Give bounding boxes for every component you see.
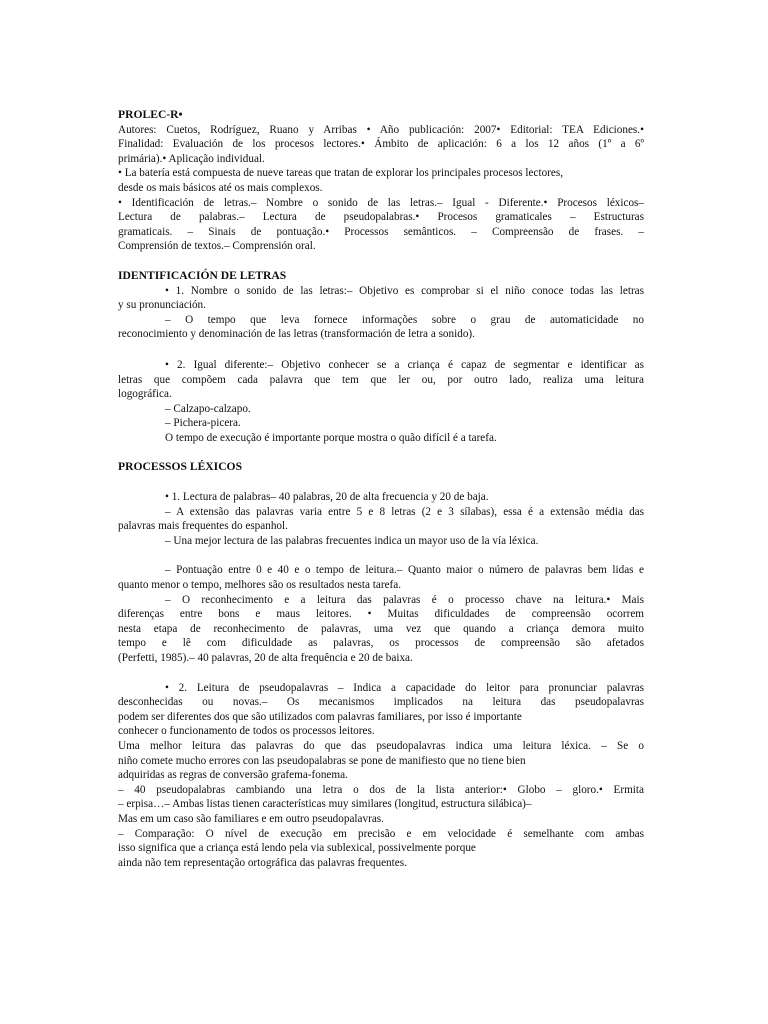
text-line: y su pronunciación. <box>118 299 206 312</box>
text-line: niño comete mucho errores con las pseudopalabras se pone de manifiesto que no tiene bien <box>118 754 526 767</box>
text-line: gramaticais. – Sinais de pontuação.• Processos semânticos. – Compreensão de frases. – <box>118 225 644 238</box>
text-line: ainda não tem representação ortográfica das palavras frequentes. <box>118 856 407 869</box>
section-heading: PROCESSOS LÉXICOS <box>118 460 243 474</box>
text-line: podem ser diferentes dos que são utilizados com palavras familiares, por isso é importante <box>118 710 522 723</box>
text-line: adquiridas as regras de conversão grafema-fonema. <box>118 769 348 782</box>
text-line: O tempo de execução é importante porque mostra o quão difícil é a tarefa. <box>165 431 497 444</box>
text-line: nesta etapa de reconhecimento de palavras, uma vez que quando a criança demora muito <box>118 622 644 635</box>
text-line: • La batería está compuesta de nueve tareas que tratan de explorar los principales procesos lectores, <box>118 167 564 180</box>
text-line: – O tempo que leva fornece informações sobre o grau de automaticidade no <box>165 313 644 326</box>
section-heading: IDENTIFICACIÓN DE LETRAS <box>118 268 287 282</box>
text-line: tempo e lê com dificuldade as palavras, os processos de compreensão são afetados <box>118 637 644 650</box>
text-line: – 40 pseudopalabras cambiando una letra o dos de la lista anterior:• Globo – gloro.• Ermita <box>118 783 644 796</box>
text-line: primária).• Aplicação individual. <box>118 152 265 165</box>
text-line: • 1. Nombre o sonido de las letras:– Objetivo es comprobar si el niño conoce todas las letras <box>165 284 644 297</box>
text-line: (Perfetti, 1985).– 40 palavras, 20 de alta frequência e 20 de baixa. <box>118 652 413 664</box>
text-line: Lectura de palabras.– Lectura de pseudopalabras.• Procesos gramaticales – Estructuras <box>118 211 644 224</box>
text-line: Finalidad: Evaluación de los procesos lectores.• Ámbito de aplicación: 6 a los 12 años (1º a 6º <box>118 138 644 151</box>
text-line: Mas em um caso são familiares e em outro pseudopalavras. <box>118 812 384 825</box>
text-line: reconocimiento y denominación de las letras (transformación de letra a sonido). <box>118 328 475 341</box>
document-page <box>118 108 644 870</box>
text-line: Autores: Cuetos, Rodríguez, Ruano y Arribas • Año publicación: 2007• Editorial: TEA Ediciones.• <box>118 123 644 136</box>
text-line: letras que compõem cada palavra que tem que ler ou, por outro lado, realiza uma leitura <box>118 373 644 386</box>
text-line: desconhecidas ou novas.– Os mecanismos implicados na leitura das pseudopalavras <box>118 696 644 709</box>
text-line: – O reconhecimento e a leitura das palavras é o processo chave na leitura.• Mais <box>165 593 644 606</box>
text-line: quanto menor o tempo, melhores são os resultados nesta tarefa. <box>118 579 402 592</box>
intro-paragraph <box>118 123 644 254</box>
text-line: – Pichera-picera. <box>165 417 241 430</box>
text-line: palavras mais frequentes do espanhol. <box>118 520 288 533</box>
text-line: • 1. Lectura de palabras– 40 palabras, 20 de alta frecuencia y 20 de baja. <box>165 491 489 504</box>
text-line: – Calzapo-calzapo. <box>165 402 251 415</box>
text-line: – Una mejor lectura de las palabras frecuentes indica un mayor uso de la vía léxica. <box>165 534 539 547</box>
text-line: • Identificación de letras.– Nombre o sonido de las letras.– Igual - Diferente.• Procesos léxicos– <box>118 196 644 209</box>
text-line: logográfica. <box>118 388 172 401</box>
text-line: – Comparação: O nível de execução em precisão e em velocidade é semelhante com ambas <box>118 827 644 840</box>
text-line: conhecer o funcionamento de todos os processos leitores. <box>118 725 375 738</box>
document-title: PROLEC-R• <box>118 108 183 121</box>
text-line: isso significa que a criança está lendo pela via sublexical, possivelmente porque <box>118 842 476 855</box>
text-line: Comprensión de textos.– Comprensión oral. <box>118 240 316 253</box>
text-line: desde os mais básicos até os mais complexos. <box>118 181 323 194</box>
text-line: – A extensão das palavras varia entre 5 e 8 letras (2 e 3 sílabas), essa é a extensão média das <box>165 505 644 518</box>
text-line: Uma melhor leitura das palavras do que das pseudopalavras indica uma leitura léxica. – Se o <box>118 739 644 752</box>
text-line: diferenças entre bons e maus leitores. • Muitas dificuldades de compreensão ocorrem <box>118 608 644 621</box>
section-processos-lexicos <box>118 475 644 870</box>
text-line: – erpisa…– Ambas listas tienen características muy similares (longitud, estructura silábica)– <box>118 798 532 811</box>
text-line: • 2. Leitura de pseudopalavras – Indica a capacidade do leitor para pronunciar palavras <box>165 681 644 694</box>
section-identificacion <box>118 284 644 446</box>
text-line: • 2. Igual diferente:– Objetivo conhecer se a criança é capaz de segmentar e identificar as <box>165 358 644 371</box>
text-line: – Pontuação entre 0 e 40 e o tempo de leitura.– Quanto maior o número de palavras bem lidas e <box>165 564 644 577</box>
